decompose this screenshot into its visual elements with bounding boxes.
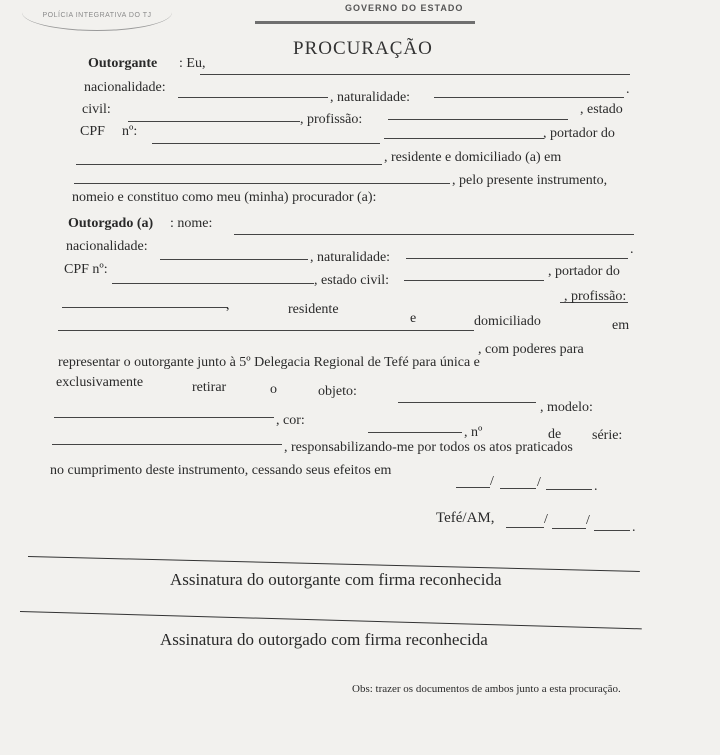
date-dot: .: [632, 520, 636, 535]
outorgado-signature-label: Assinatura do outorgado com firma reconhecida: [160, 630, 488, 649]
outorgado-label: Outorgado (a): [68, 216, 154, 231]
outorgante-name-field[interactable]: [200, 74, 630, 75]
outorgado-e-label: e: [410, 311, 417, 326]
outorgante-label: Outorgante: [88, 56, 158, 71]
outorgado-domiciliado-label: domiciliado: [474, 314, 541, 329]
outorgado-cpf-field[interactable]: [112, 283, 314, 284]
header-divider: [255, 21, 475, 24]
date-slash1: /: [544, 512, 548, 527]
outorgado-profissao-label: , profissão:: [564, 289, 627, 304]
outorgado-residente-label: residente: [288, 302, 339, 317]
body-retirar: retirar: [192, 380, 227, 395]
outorgante-estado-civil-field[interactable]: [128, 121, 300, 122]
outorgante-profissao-label: , profissão:: [300, 112, 363, 127]
outorgante-dot: .: [626, 82, 630, 97]
body-de-label: de: [548, 427, 562, 442]
outorgado-nacionalidade-label: nacionalidade:: [66, 239, 148, 254]
body-modelo-label: , modelo:: [540, 400, 593, 415]
body-o: o: [270, 382, 277, 397]
outorgado-estado-civil-label: , estado civil:: [314, 273, 390, 288]
outorgante-documento-field[interactable]: [76, 164, 382, 165]
outorgante-naturalidade-label: , naturalidade:: [330, 90, 411, 105]
outorgante-cpf-field[interactable]: [152, 143, 380, 144]
efeitos-dot: .: [594, 479, 598, 494]
outorgado-nacionalidade-field[interactable]: [160, 259, 308, 260]
outorgado-naturalidade-field[interactable]: [406, 258, 628, 259]
outorgado-nome-field[interactable]: [234, 234, 634, 235]
outorgante-cpf-n-label: nº:: [122, 124, 138, 139]
objeto-field[interactable]: [398, 402, 536, 403]
outorgado-cpf-label: CPF nº:: [64, 262, 108, 277]
outorgante-endereco-field[interactable]: [74, 183, 450, 184]
government-header: GOVERNO DO ESTADO: [345, 3, 464, 13]
date-dia-field[interactable]: [506, 527, 544, 528]
outorgante-pelo-presente: , pelo presente instrumento,: [452, 173, 608, 188]
body-representar: representar o outorgante junto à 5º Delegacia Regional de Tefé para única e: [58, 355, 480, 370]
outorgante-civil-label: civil:: [82, 102, 111, 117]
outorgado-em-label: em: [612, 318, 630, 333]
document-title: PROCURAÇÃO: [293, 38, 433, 59]
outorgante-eu: : Eu,: [179, 56, 206, 71]
body-objeto-label: objeto:: [318, 384, 357, 399]
outorgante-profissao-field[interactable]: [388, 119, 568, 120]
serie-field[interactable]: [52, 444, 282, 445]
outorgado-endereco-field[interactable]: [58, 330, 474, 331]
modelo-field[interactable]: [54, 417, 274, 418]
body-serie-label: série:: [592, 428, 623, 443]
outorgante-naturalidade-field[interactable]: [434, 97, 624, 98]
outorgante-nacionalidade-label: nacionalidade:: [84, 80, 166, 95]
outorgado-nome-label: : nome:: [170, 216, 213, 231]
date-ano-field[interactable]: [594, 530, 630, 531]
body-exclusivamente: exclusivamente: [56, 375, 144, 390]
outorgado-rg-field[interactable]: [404, 280, 544, 281]
outorgante-portador-label: , portador do: [543, 126, 615, 141]
outorgante-cpf-label: CPF: [80, 124, 105, 139]
date-mes-field[interactable]: [552, 528, 586, 529]
outorgante-signature-label: Assinatura do outorgante com firma reconhecida: [170, 570, 502, 589]
body-cor-label: , cor:: [276, 413, 305, 428]
date-slash2: /: [586, 513, 590, 528]
outorgado-comma: ,: [226, 298, 230, 313]
outorgado-naturalidade-label: , naturalidade:: [310, 250, 391, 265]
body-cumprimento: no cumprimento deste instrumento, cessando seus efeitos em: [50, 463, 392, 478]
outorgante-estado-label: , estado: [580, 102, 623, 117]
outorgante-residente-label: , residente e domiciliado (a) em: [384, 150, 562, 165]
police-seal: POLÍCIA INTEGRATIVA DO TJ: [22, 0, 172, 31]
body-n-label: , nº: [464, 425, 483, 440]
efeitos-dia-field[interactable]: [456, 487, 490, 488]
outorgante-nomeio: nomeio e constituo como meu (minha) procurador (a):: [72, 190, 377, 205]
efeitos-ano-field[interactable]: [546, 489, 592, 490]
efeitos-slash1: /: [490, 474, 494, 489]
outorgado-signature-line[interactable]: [20, 611, 642, 629]
outorgado-dot: .: [630, 242, 634, 257]
outorgado-portador-label: , portador do: [548, 264, 620, 279]
body-responsabilizando: , responsabilizando-me por todos os atos praticados: [284, 440, 573, 455]
cor-field[interactable]: [368, 432, 462, 433]
observation-note: Obs: trazer os documentos de ambos junto a esta procuração.: [352, 683, 621, 695]
efeitos-slash2: /: [537, 475, 541, 490]
efeitos-mes-field[interactable]: [500, 488, 536, 489]
outorgante-rg-field[interactable]: [384, 138, 544, 139]
outorgante-nacionalidade-field[interactable]: [178, 97, 328, 98]
place-city: Tefé/AM,: [436, 510, 495, 526]
outorgado-com-poderes: , com poderes para: [478, 342, 584, 357]
outorgado-estado-civil-field[interactable]: [62, 307, 228, 308]
